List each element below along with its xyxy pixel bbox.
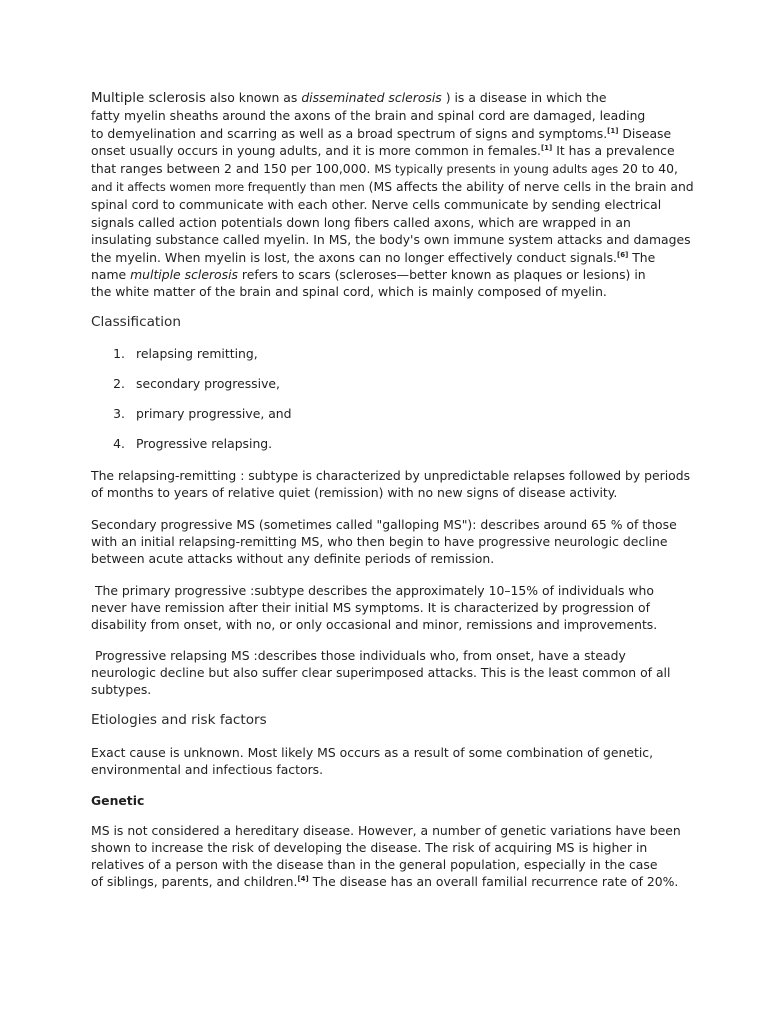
intro-line [91,249,691,266]
text-run: that ranges between 2 and 150 per 100,000. [91,160,375,176]
text-run: Disease [618,125,672,141]
intro-paragraph [91,89,694,301]
text-run: to demyelination and scarring as well as a broad spectrum of signs and symptoms. [91,125,608,141]
list-number: 2. [113,376,125,391]
text-run: The disease has an overall familial recurrence rate of 20%. [308,874,679,889]
text-run: onset usually occurs in young adults, and it is more common in females. [91,143,541,159]
list-item-text: Progressive relapsing. [136,436,273,451]
text-run: also known as [205,90,302,105]
term-disseminated-sclerosis: disseminated sclerosis [301,90,442,105]
intro-line [91,142,691,159]
list-number: 1. [113,346,125,361]
text-run: (MS affects the ability of nerve cells in the brain and [364,179,694,195]
paragraph-line [91,873,691,890]
text-run-small: and it affects women more frequently than men [91,180,365,195]
paragraph-line: Exact cause is unknown. Most likely MS occurs as a result of some combination of genetic, [91,745,654,760]
paragraph-line: with an initial relapsing-remitting MS, who then begin to have progressive neurologic decline [91,534,668,549]
paragraph-line: relatives of a person with the disease than in the general population, especially in the case [91,857,658,872]
paragraph-line: Secondary progressive MS (sometimes called "galloping MS"): describes around 65 % of those [91,517,677,532]
citation-ref[interactable]: [1] [540,144,553,153]
etiologies-paragraph [91,744,691,778]
text-run-small: MS typically presents in young adults ages [374,161,619,176]
citation-ref[interactable]: [4] [297,875,309,883]
paragraph-line: of months to years of relative quiet (remission) with no new signs of disease activity. [91,485,618,500]
term-multiple-sclerosis: Multiple sclerosis [91,91,206,106]
paragraph-line: MS is not considered a hereditary disease. However, a number of genetic variations have been [91,823,681,838]
intro-line [91,125,691,142]
paragraph-line: shown to increase the risk of developing the disease. The risk of acquiring MS is higher in [91,840,648,855]
genetic-heading: Genetic [91,793,145,808]
relapsing-remitting-paragraph [91,467,691,501]
text-run: It has a prevalence [552,143,675,159]
paragraph-line: The primary progressive :subtype describes the approximately 10–15% of individuals who [91,583,654,598]
paragraph-line: between acute attacks without any definite periods of remission. [91,551,495,566]
etiologies-heading: Etiologies and risk factors [91,712,267,728]
list-item-text: secondary progressive, [136,376,280,391]
intro-line [91,266,691,283]
text-run: refers to scars (scleroses—better known as plaques or lesions) in [237,267,646,283]
paragraph-line: subtypes. [91,682,152,697]
genetic-paragraph [91,822,691,890]
paragraph-line: environmental and infectious factors. [91,762,324,777]
list-number: 4. [113,436,125,451]
classification-heading: Classification [91,314,181,330]
list-item-text: primary progressive, and [136,406,292,421]
text-run: ) is a disease in which the [441,90,607,105]
paragraph-line: Progressive relapsing MS :describes those individuals who, from onset, have a steady [91,648,626,663]
citation-ref[interactable]: [6] [617,250,629,259]
text-run: The [628,249,656,265]
intro-line [91,160,691,178]
intro-line: the white matter of the brain and spinal cord, which is mainly composed of myelin. [91,284,607,300]
intro-line: insulating substance called myelin. In MS, the body's own immune system attacks and damages [91,232,691,248]
citation-ref[interactable]: [1] [607,126,619,135]
list-number: 3. [113,406,125,421]
text-run: the myelin. When myelin is lost, the axons can no longer effectively conduct signals. [91,249,617,265]
paragraph-line: never have remission after their initial MS symptoms. It is characterized by progression of [91,600,650,615]
list-item-text: relapsing remitting, [136,346,258,361]
text-run: 20 to 40, [618,160,678,176]
intro-line: signals called action potentials down long fibers called axons, which are wrapped in an [91,214,631,230]
intro-line [91,89,691,107]
intro-line [91,178,694,196]
text-run: name [91,267,131,283]
intro-line: fatty myelin sheaths around the axons of the brain and spinal cord are damaged, leading [91,108,646,124]
term-multiple-sclerosis-italic: multiple sclerosis [130,267,238,283]
paragraph-line: The relapsing-remitting : subtype is characterized by unpredictable relapses followed by periods [91,468,691,483]
paragraph-line: disability from onset, with no, or only occasional and minor, remissions and improvements. [91,617,658,632]
paragraph-line: neurologic decline but also suffer clear superimposed attacks. This is the least common of all [91,665,671,680]
secondary-progressive-paragraph [91,516,691,567]
progressive-relapsing-paragraph [91,647,691,698]
intro-line: spinal cord to communicate with each other. Nerve cells communicate by sending electrical [91,197,662,213]
text-run: of siblings, parents, and children. [91,874,298,889]
primary-progressive-paragraph [91,582,691,633]
